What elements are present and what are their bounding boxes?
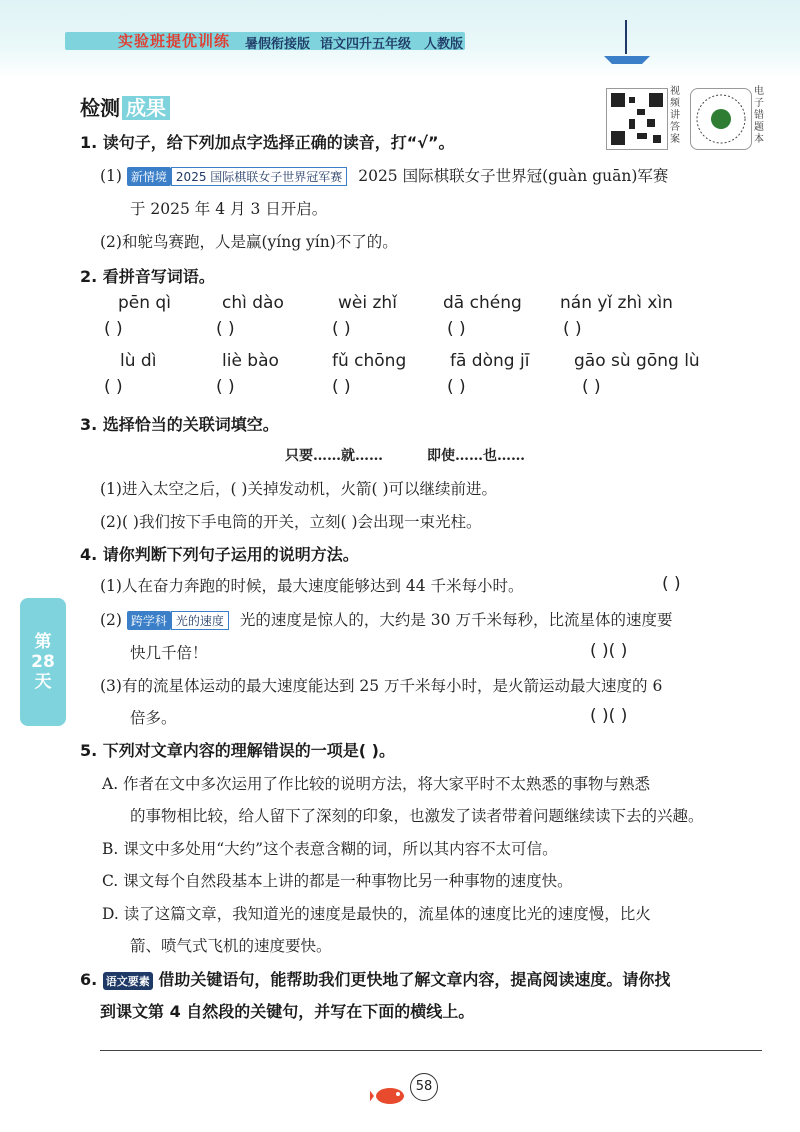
q1-sentence-1-cont: 于 2025 年 4 月 3 日开启。 [130,200,328,218]
q6-text: 借助关键语句，能帮助我们更快地了解文章内容，提高阅读速度。请你找 [158,970,671,989]
question-1-title: 1. 读句子，给下列加点字选择正确的读音，打“√”。 [80,133,455,152]
answer-blank[interactable]: ( ) [662,574,681,594]
pinyin-5: nán yǐ zhì xìn [560,293,673,313]
day-tab-prefix: 第 [34,632,52,652]
day-tab-number: 28 [31,652,55,672]
section-prefix: 检测 [80,96,120,120]
section-highlight: 成果 [122,96,170,120]
q4-sentence-1: (1)人在奋力奔跑的时候，最大速度能够达到 44 千米每小时。 [100,577,524,595]
q1-sentence-2: (2)和鸵鸟赛跑，人是赢(yíng yín)不了的。 [100,233,398,251]
answer-blank[interactable]: ( ) [582,377,601,397]
option-d-line-1[interactable]: D. 读了这篇文章，我知道光的速度是最快的，流星体的速度比光的速度慢，比火 [102,905,651,923]
q3-sentence-1: (1)进入太空之后，( )关掉发动机，火箭( )可以继续前进。 [100,480,497,498]
answer-blank[interactable]: ( ) [447,319,466,339]
pinyin-10: gāo sù gōng lù [574,351,700,371]
q1-context-box: 2025 国际棋联女子世界冠军赛 [171,167,347,186]
answer-blank[interactable]: ( )( ) [590,706,628,726]
q1-s1-number: (1) [100,167,122,185]
q4-sentence-3-cont: 倍多。 [130,709,177,727]
grade-label: 语文四升五年级 [320,37,412,52]
option-c[interactable]: C. 课文每个自然段基本上讲的都是一种事物比另一种事物的速度快。 [102,872,573,890]
pinyin-6: lù dì [120,351,157,371]
new-context-tag: 新情境 [127,167,171,186]
sailboat-icon [598,18,658,68]
question-5-title: 5. 下列对文章内容的理解错误的一项是( )。 [80,741,395,760]
qr-label-errorbook: 电子错题本 [754,86,764,145]
q6-number: 6. [80,970,98,989]
answer-line[interactable] [100,1050,762,1051]
question-4-title: 4. 请你判断下列句子运用的说明方法。 [80,545,359,564]
qr-code-video[interactable] [606,88,668,150]
pinyin-9: fā dòng jī [450,351,530,371]
conjunction-2: 即使……也…… [427,448,525,464]
option-b[interactable]: B. 课文中多处用“大约”这个表意含糊的词，所以其内容不太可信。 [102,840,558,858]
page-number: 58 [410,1073,438,1101]
pinyin-2: chì dào [222,293,284,313]
qr-code-errorbook[interactable] [690,88,752,150]
page-header [0,0,800,78]
pinyin-8: fǔ chōng [332,351,407,371]
question-3-title: 3. 选择恰当的关联词填空。 [80,415,279,434]
answer-blank[interactable]: ( ) [216,319,235,339]
pinyin-1: pēn qì [118,293,171,313]
q3-sentence-2: (2)( )我们按下手电筒的开关，立刻( )会出现一束光柱。 [100,513,482,531]
day-tab-suffix: 天 [34,672,52,692]
option-d-line-2: 箭、喷气式飞机的速度要快。 [130,937,332,955]
q4-context-box: 光的速度 [171,611,229,630]
answer-blank[interactable]: ( ) [447,377,466,397]
answer-blank[interactable]: ( ) [332,319,351,339]
answer-blank[interactable]: ( ) [332,377,351,397]
q4-sentence-3: (3)有的流星体运动的最大速度能达到 25 万千米每小时，是火箭运动最大速度的 6 [100,677,663,695]
q4-sentence-2-cont: 快几千倍！ [130,644,208,662]
answer-blank[interactable]: ( ) [104,377,123,397]
cross-subject-tag: 跨学科 [127,611,171,630]
conjunction-options [285,445,569,465]
q4-s2-text: 光的速度是惊人的，大约是 30 万千米每秒，比流星体的速度要 [239,611,673,629]
question-2-title: 2. 看拼音写词语。 [80,267,215,286]
answer-blank[interactable]: ( )( ) [590,641,628,661]
answer-blank[interactable]: ( ) [104,319,123,339]
q1-s1-text: 2025 国际棋联女子世界冠(guàn guān)军赛 [358,167,669,185]
conjunction-1: 只要……就…… [285,448,383,464]
q4-sentence-2 [100,608,672,630]
option-a-line-1[interactable]: A. 作者在文中多次运用了作比较的说明方法，将大家平时不太熟悉的事物与熟悉 [102,775,651,793]
answer-blank[interactable]: ( ) [216,377,235,397]
pinyin-7: liè bào [222,351,279,371]
language-element-tag: 语文要素 [103,972,153,990]
fish-icon [370,1082,410,1108]
q1-sentence-1 [100,164,668,186]
publisher-label: 人教版 [424,37,464,52]
edition-label: 暑假衔接版 [245,37,311,52]
pinyin-4: dā chéng [443,293,522,313]
qr-label-video: 视频讲答案 [670,86,680,145]
day-tab [20,598,66,726]
question-6-cont: 到课文第 4 自然段的关键句，并写在下面的横线上。 [100,1002,475,1021]
option-a-line-2: 的事物相比较，给人留下了深刻的印象，也激发了读者带着问题继续读下去的兴趣。 [130,807,704,825]
brand-title: 实验班提优训练 [118,32,231,50]
q4-s2-number: (2) [100,611,122,629]
pinyin-3: wèi zhǐ [338,293,397,313]
answer-blank[interactable]: ( ) [563,319,582,339]
section-title [80,92,170,121]
question-6 [80,967,670,990]
